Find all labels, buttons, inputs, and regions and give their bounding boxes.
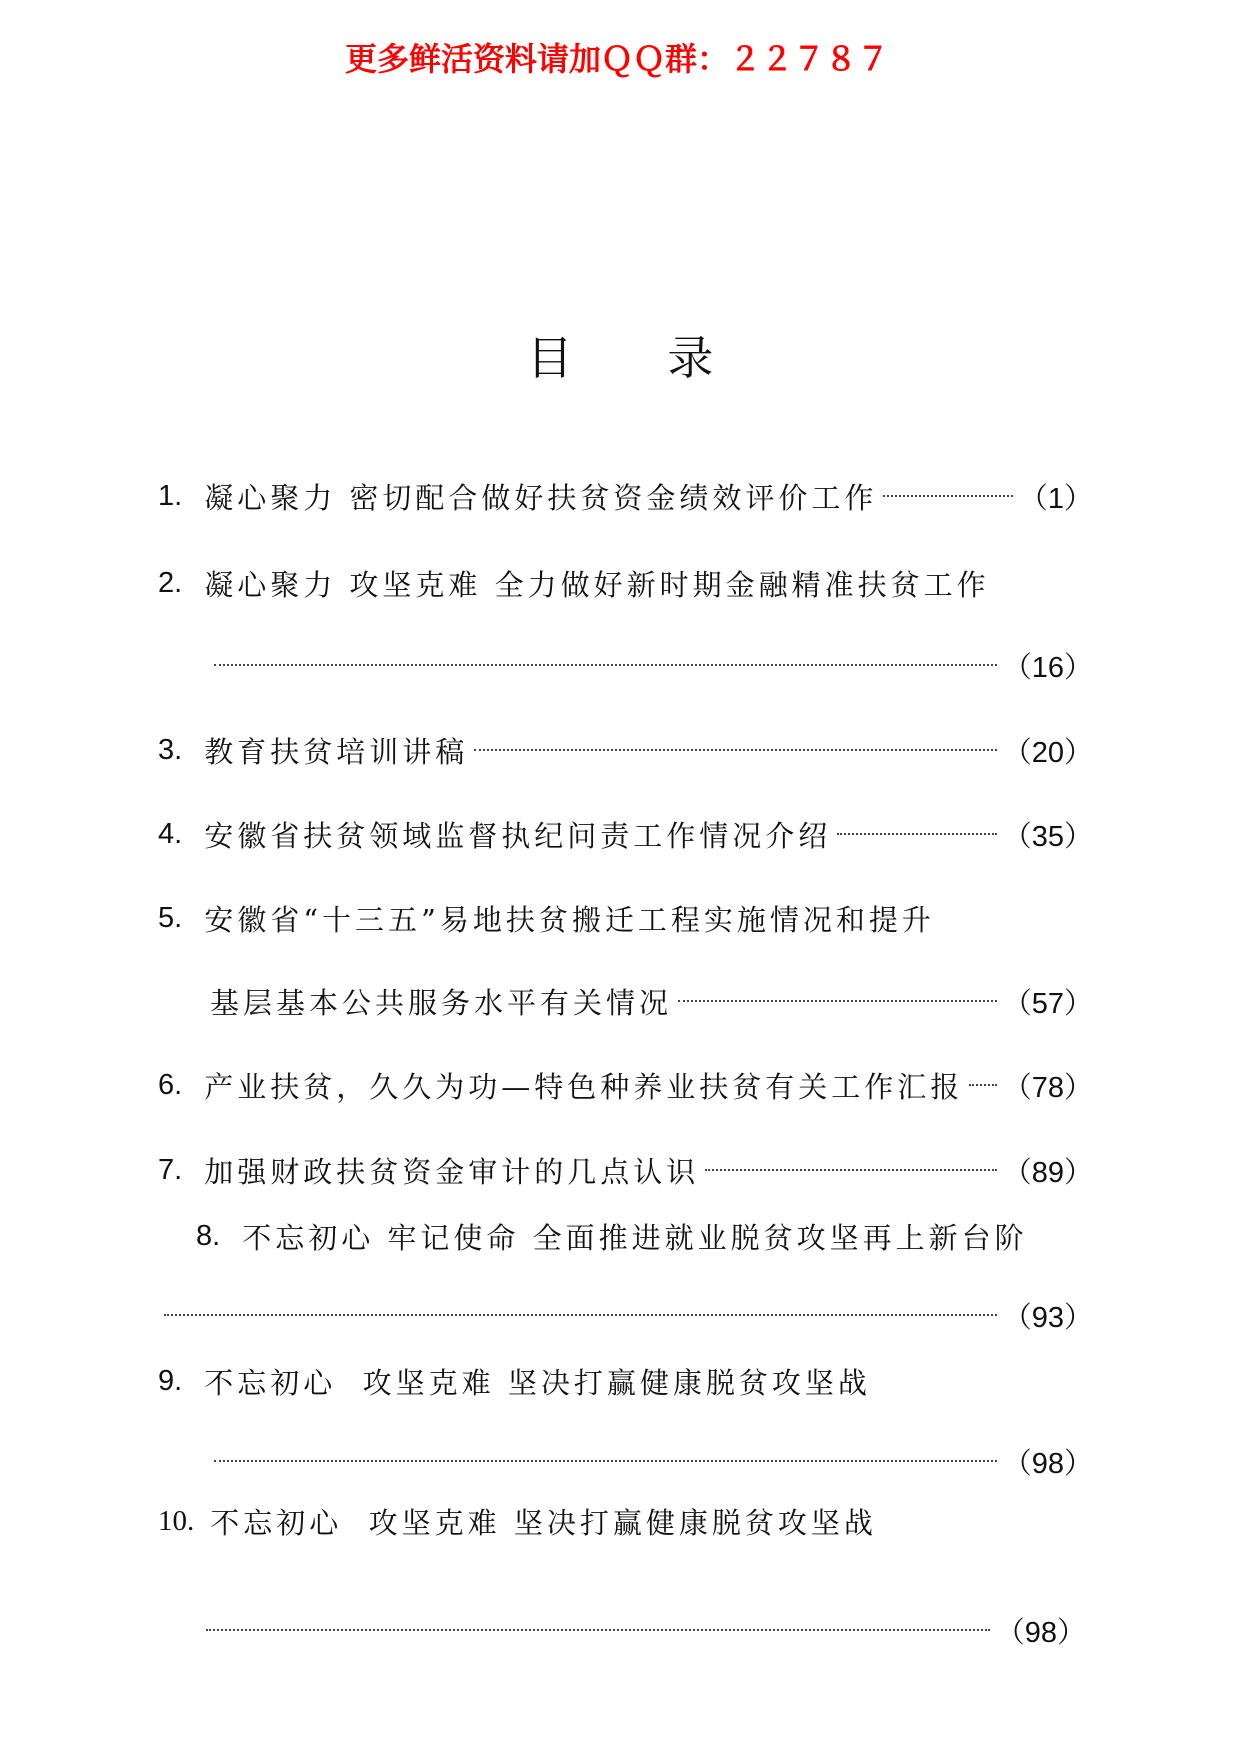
toc-title: 加强财政扶贫资金审计的几点认识 <box>204 1154 700 1189</box>
toc-page: （89） <box>1002 1156 1093 1189</box>
toc-item[interactable] <box>158 814 1093 854</box>
toc-page: （35） <box>1002 820 1093 853</box>
toc-page: （93） <box>1002 1301 1093 1334</box>
toc-item-continuation[interactable] <box>208 1441 1093 1481</box>
toc-page: （57） <box>1002 987 1093 1020</box>
leader-dots <box>837 833 997 835</box>
toc-number: 4. <box>158 817 183 850</box>
toc-number: 9. <box>158 1364 183 1397</box>
toc-page: （98） <box>1002 1447 1093 1480</box>
toc-title: 不忘初心 牢记使命 全面推进就业脱贫攻坚再上新台阶 <box>242 1220 1028 1255</box>
leader-dots <box>969 1084 997 1086</box>
toc-title: 不忘初心 攻坚克难 坚决打赢健康脱贫攻坚战 <box>204 1365 871 1400</box>
toc-item[interactable] <box>158 1065 1093 1105</box>
promo-banner: 更多鲜活资料请加ＱＱ群：２２７８７ <box>345 40 890 78</box>
leader-dots <box>206 1629 990 1631</box>
toc-title-continued: 基层基本公共服务水平有关情况 <box>210 985 673 1020</box>
toc-item-continuation[interactable] <box>208 645 1093 685</box>
toc-item[interactable] <box>158 730 1093 770</box>
toc-item-continuation[interactable] <box>200 1610 1086 1650</box>
toc-title: 凝心聚力 攻坚克难 全力做好新时期金融精准扶贫工作 <box>204 567 990 602</box>
toc-item[interactable] <box>196 1216 1028 1256</box>
leader-dots <box>474 749 997 751</box>
toc-page: （98） <box>995 1616 1086 1649</box>
toc-number: 6. <box>158 1068 183 1101</box>
toc-item-continuation[interactable] <box>210 981 1093 1021</box>
toc-number: 2. <box>158 566 183 599</box>
toc-number: 5. <box>158 901 183 934</box>
toc-page: （16） <box>1002 651 1093 684</box>
toc-title: 产业扶贫，久久为功—特色种养业扶贫有关工作汇报 <box>204 1069 964 1104</box>
toc-item[interactable] <box>158 1501 877 1541</box>
leader-dots <box>678 1000 997 1002</box>
toc-item[interactable] <box>158 476 1093 516</box>
toc-number: 3. <box>158 733 183 766</box>
leader-dots <box>883 495 1012 497</box>
toc-title: 安徽省“十三五”易地扶贫搬迁工程实施情况和提升 <box>204 902 935 937</box>
toc-item-continuation[interactable] <box>158 1295 1093 1335</box>
leader-dots <box>164 1314 997 1316</box>
page-title <box>0 322 1240 388</box>
leader-dots <box>705 1169 997 1171</box>
leader-dots <box>214 1460 997 1462</box>
toc-page: （78） <box>1002 1071 1093 1104</box>
toc-item[interactable] <box>158 1150 1093 1190</box>
title-char-left: 目 <box>526 331 573 385</box>
toc-item[interactable] <box>158 1361 871 1401</box>
toc-title: 安徽省扶贫领域监督执纪问责工作情况介绍 <box>204 818 832 853</box>
toc-number: 8. <box>196 1219 221 1252</box>
toc-title: 凝心聚力 密切配合做好扶贫资金绩效评价工作 <box>204 480 878 515</box>
toc-page: （1） <box>1018 482 1093 515</box>
toc-number: 1. <box>158 479 183 512</box>
toc-page: （20） <box>1002 736 1093 769</box>
toc-number: 7. <box>158 1153 183 1186</box>
toc-number: 10. <box>158 1504 195 1537</box>
leader-dots <box>214 664 997 666</box>
toc-item[interactable] <box>158 563 990 603</box>
toc-title: 不忘初心 攻坚克难 坚决打赢健康脱贫攻坚战 <box>210 1505 877 1540</box>
toc-item[interactable] <box>158 898 935 938</box>
title-char-right: 录 <box>667 331 714 385</box>
toc-title: 教育扶贫培训讲稿 <box>204 734 469 769</box>
